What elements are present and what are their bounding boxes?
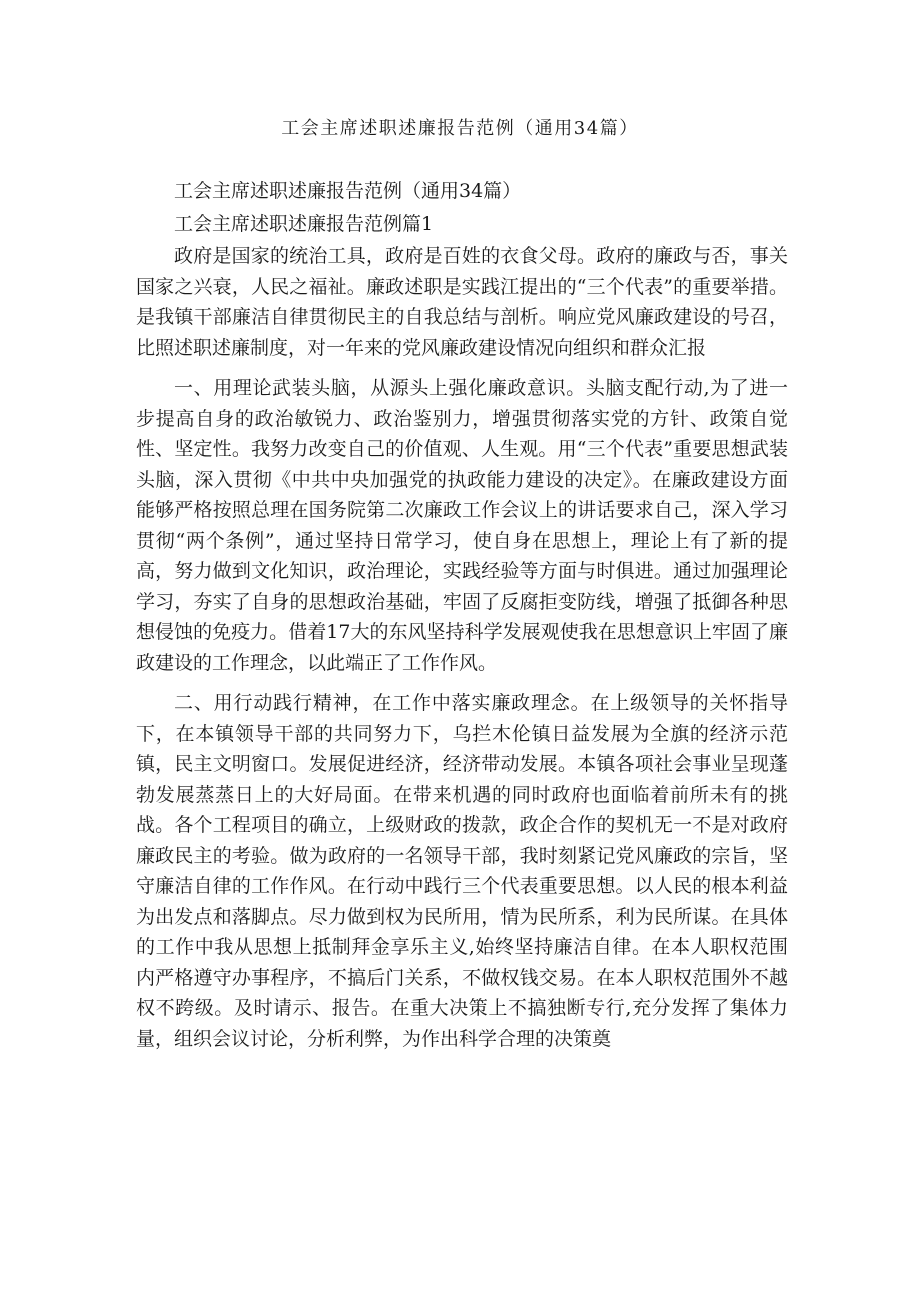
section-heading: 工会主席述职述廉报告范例篇1 [174, 212, 434, 235]
document-body [136, 176, 788, 1064]
document-title: 工会主席述职述廉报告范例（通用34篇） [281, 118, 639, 139]
paragraph-point-two: 二、用行动践行精神，在工作中落实廉政理念。在上级领导的关怀指导下，在本镇领导干部的共同努力下，乌拦木伦镇日益发展为全旗的经济示范镇，民主文明窗口。发展促进经济，经济带动发展。本镇各项社会事业呈现蓬勃发展蒸蒸日上的大好局面。在带来机遇的同时政府也面临着前所未有的挑战。各个工程项目的确立，上级财政的拨款，政企合作的契机无一不是对政府廉政民主的考验。做为政府的一名领导干部，我时刻紧记党风廉政的宗旨，坚守廉洁自律的工作作风。在行动中践行三个代表重要思想。以人民的根本利益为出发点和落脚点。尽力做到权为民所用，情为民所系，利为民所谋。在具体的工作中我从思想上抵制拜金享乐主义,始终坚持廉洁自律。在本人职权范围内严格遵守办事程序，不搞后门关系，不做权钱交易。在本人职权范围外不越权不跨级。及时请示、报告。在重大决策上不搞独断专行,充分发挥了集体力量，组织会议讨论，分析利弊，为作出科学合理的决策奠 [136, 692, 788, 1050]
paragraph-point-one: 一、用理论武装头脑，从源头上强化廉政意识。头脑支配行动,为了进一步提高自身的政治敏锐力、政治鉴别力，增强贯彻落实党的方针、政策自觉性、坚定性。我努力改变自己的价值观、人生观。用“三个代表”重要思想武装头脑，深入贯彻《中共中央加强党的执政能力建设的决定》。在廉政建设方面能够严格按照总理在国务院第二次廉政工作会议上的讲话要求自己，深入学习贯彻“两个条例”，通过坚持日常学习，使自身在思想上，理论上有了新的提高，努力做到文化知识，政治理论，实践经验等方面与时俱进。通过加强理论学习，夯实了自身的思想政治基础，牢固了反腐拒变防线，增强了抵御各种思想侵蚀的免疫力。借着17大的东风坚持科学发展观使我在思想意识上牢固了廉政建设的工作理念，以此端正了工作作风。 [136, 377, 788, 674]
paragraph-intro: 政府是国家的统治工具，政府是百姓的衣食父母。政府的廉政与否，事关国家之兴衰，人民之福祉。廉政述职是实践江提出的“三个代表”的重要举措。是我镇干部廉洁自律贯彻民主的自我总结与剖析。响应党风廉政建设的号召，比照述职述廉制度，对一年来的党风廉政建设情况向组织和群众汇报 [136, 245, 788, 359]
document-subtitle: 工会主席述职述廉报告范例（通用34篇） [174, 180, 522, 202]
